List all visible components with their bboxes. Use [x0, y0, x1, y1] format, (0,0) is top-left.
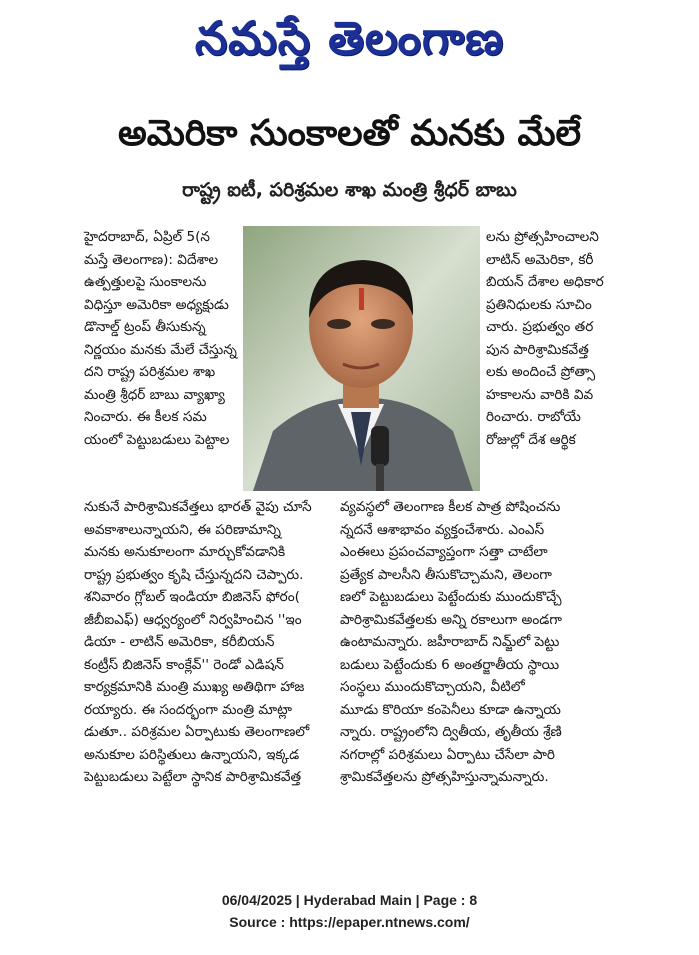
article-line: దని రాష్ట్ర పరిశ్రమల శాఖ [84, 364, 216, 380]
article-line: రాష్ట్ర ప్రభుత్వం కృషి చేస్తున్నదని చెప్పారు. [84, 566, 304, 583]
article-line: డియా - లాటిన్ అమెరికా, కరీబియన్ [84, 634, 275, 650]
article-line: అనుకూల పరిస్థితులు ఉన్నాయని, ఇక్కడ [84, 746, 300, 763]
article-line: లాటిన్ అమెరికా, కరీ [486, 251, 594, 268]
article-line: న్నారు. రాష్ట్రంలోని ద్వితీయ, తృతీయ శ్రేణి [340, 724, 562, 740]
article-line: లను ప్రోత్సహించాలని [486, 229, 599, 245]
article-line: మంత్రి శ్రీధర్ బాబు వ్యాఖ్యా [84, 386, 225, 403]
article-line: సంస్థలు ముందుకొచ్చాయని, వీటిలో [340, 679, 525, 695]
footer-source: Source : https://epaper.ntnews.com/ [229, 914, 470, 930]
article-line: న్నదనే ఆశాభావం వ్యక్తంచేశారు. ఎంఎస్ [340, 521, 545, 538]
article-line: బడులు పెట్టేందుకు 6 అంతర్జాతీయ స్థాయి [340, 656, 560, 673]
article-line: నుకునే పారిశ్రామికవేత్తలు భారత్ వైపు చూసే [84, 499, 312, 515]
article-line: ణలో పెట్టుబడులు పెట్టేందుకు ముందుకొచ్చే [340, 589, 562, 605]
minister-photo [243, 226, 480, 491]
article-line: పారిశ్రామికవేత్తలకు అన్ని రకాలుగా అండగా [340, 611, 562, 628]
article-line: హకాలను వారికి వివ [486, 386, 594, 403]
article-line: డొనాల్డ్ ట్రంప్ తీసుకున్న [84, 319, 206, 335]
article-line: రించారు. రాబోయే [486, 409, 581, 425]
article-line: రయ్యారు. ఈ సందర్భంగా మంత్రి మాట్లా [84, 701, 293, 718]
article-line: శనివారం గ్లోబల్ ఇండియా బిజినెస్ ఫోరం( [84, 589, 300, 605]
article-column-left-bottom [84, 496, 344, 789]
article-line: హైదరాబాద్, ఏప్రిల్ 5(న [84, 229, 210, 245]
article-line: నగరాల్లో పరిశ్రమలు ఏర్పాటు చేసేలా పారి [340, 746, 555, 763]
article-line: లకు అందించే ప్రోత్సా [486, 364, 596, 380]
masthead-logo: నమస్తే తెలంగాణ [194, 11, 505, 65]
article-line: ప్రత్యేక పాలసీని తీసుకొచ్చామని, తెలంగా [340, 566, 552, 583]
article-line: నించారు. ఈ కీలక సమ [84, 409, 207, 425]
article-column-right-bottom [340, 496, 670, 789]
article-line: చారు. ప్రభుత్వం తర [486, 319, 594, 335]
article-line: మనకు అనుకూలంగా మార్చుకోవడానికి [84, 544, 286, 560]
article-headline: అమెరికా సుంకాలతో మనకు మేలే [117, 113, 582, 154]
article-line: ఉంటామన్నారు. జహీరాబాద్ నిమ్జ్‌లో పెట్టు [340, 634, 560, 650]
article-line: బియన్ దేశాల అధికార [486, 274, 604, 290]
article-column-right-top [486, 226, 656, 451]
article-line: మస్తే తెలంగాణ): విదేశాల [84, 251, 219, 268]
article-line: కంట్రీస్ బిజినెస్ కాంక్లేవ్'' రెండో ఎడిషన్ [84, 656, 284, 673]
article-line: పెట్టుబడులు పెట్టేలా స్థానిక పారిశ్రామికవేత్త [84, 769, 302, 785]
article-line: ఎంఈలు ప్రపంచవ్యాప్తంగా సత్తా చాటేలా [340, 544, 548, 560]
article-line: యంలో పెట్టుబడులు పెట్టాల [84, 431, 230, 448]
article-line: ప్రతినిధులకు సూచిం [486, 296, 592, 313]
article-line: నిర్ణయం మనకు మేలే చేస్తున్న [84, 341, 237, 358]
article-line: వ్యవస్థలో తెలంగాణ కీలక పాత్ర పోషించను [340, 499, 561, 515]
article-line: విధిస్తూ అమెరికా అధ్యక్షుడు [84, 296, 229, 313]
article-line: జీబీఐఎఫ్) ఆధ్వర్యంలో నిర్వహించిన ''ఇం [84, 611, 302, 628]
article-line: ఉత్పత్తులపై సుంకాలను [84, 274, 207, 290]
article-line: మూడు కొరియా కంపెనీలు కూడా ఉన్నాయ [340, 701, 561, 718]
article-line: శ్రామికవేత్తలను ప్రోత్సహిస్తున్నామన్నారు. [340, 769, 549, 785]
article-line: అవకాశాలున్నాయని, ఈ పరిణామాన్ని [84, 521, 281, 538]
article-line: కార్యక్రమానికి మంత్రి ముఖ్య అతిథిగా హాజ [84, 679, 305, 695]
article-line: రోజుల్లో దేశ ఆర్థిక [486, 431, 576, 448]
article-line: డుతూ.. పరిశ్రమల ఏర్పాటుకు తెలంగాణలో [84, 724, 310, 740]
footer-date-edition: 06/04/2025 | Hyderabad Main | Page : 8 [221, 892, 478, 908]
article-subheadline: రాష్ట్ర ఐటీ, పరిశ్రమల శాఖ మంత్రి శ్రీధర్ బాబు [182, 179, 517, 201]
article-line: పున పారిశ్రామికవేత్త [486, 341, 589, 358]
